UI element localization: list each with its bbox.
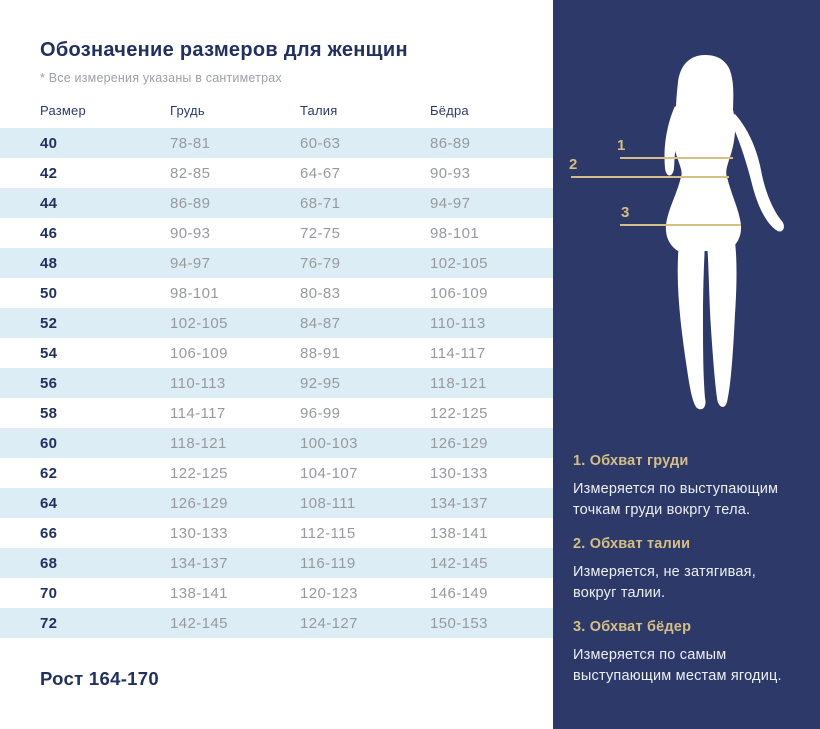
- waist-cell: 80-83: [300, 284, 341, 302]
- waist-cell: 88-91: [300, 344, 341, 362]
- chest-cell: 98-101: [170, 284, 220, 302]
- waist-cell: 120-123: [300, 584, 358, 602]
- hips-cell: 114-117: [430, 344, 486, 362]
- table-row: [0, 458, 553, 488]
- size-cell: 40: [40, 134, 58, 152]
- chest-cell: 78-81: [170, 134, 211, 152]
- size-cell: 60: [40, 434, 58, 452]
- waist-cell: 72-75: [300, 224, 341, 242]
- table-row: [0, 128, 553, 158]
- waist-cell: 76-79: [300, 254, 341, 272]
- waist-cell: 100-103: [300, 434, 358, 452]
- chest-cell: 106-109: [170, 344, 228, 362]
- chest-cell: 138-141: [170, 584, 228, 602]
- size-cell: 54: [40, 344, 58, 362]
- hips-cell: 94-97: [430, 194, 471, 212]
- hips-cell: 106-109: [430, 284, 488, 302]
- size-cell: 52: [40, 314, 58, 332]
- hips-cell: 150-153: [430, 614, 488, 632]
- size-cell: 44: [40, 194, 58, 212]
- table-row: [0, 398, 553, 428]
- column-header-chest: Грудь: [170, 102, 205, 118]
- chest-cell: 114-117: [170, 404, 226, 422]
- chest-cell: 118-121: [170, 434, 227, 452]
- column-header-hips: Бёдра: [430, 102, 469, 118]
- legend-item: [573, 535, 801, 603]
- legend-item: [573, 452, 801, 520]
- table-row: [0, 578, 553, 608]
- table-row: [0, 278, 553, 308]
- hips-cell: 146-149: [430, 584, 488, 602]
- waist-cell: 108-111: [300, 494, 356, 512]
- hips-cell: 98-101: [430, 224, 480, 242]
- legend-item-text: Измеряется по выступающим точкам груди вокргу тела.: [573, 481, 779, 518]
- chest-cell: 142-145: [170, 614, 228, 632]
- size-cell: 62: [40, 464, 58, 482]
- waist-marker-label: 2: [569, 156, 578, 173]
- woman-silhouette: [653, 54, 788, 412]
- waist-cell: 84-87: [300, 314, 341, 332]
- legend-item-title: 1. Обхват груди: [573, 453, 689, 469]
- chest-measure-line: [620, 157, 733, 159]
- measurements-note: * Все измерения указаны в сантиметрах: [40, 71, 282, 85]
- table-row: [0, 428, 553, 458]
- size-cell: 58: [40, 404, 58, 422]
- chest-cell: 82-85: [170, 164, 211, 182]
- waist-cell: 68-71: [300, 194, 341, 212]
- waist-cell: 116-119: [300, 554, 356, 572]
- size-cell: 72: [40, 614, 58, 632]
- measurement-guide-panel: [553, 0, 820, 729]
- waist-cell: 96-99: [300, 404, 341, 422]
- chest-cell: 126-129: [170, 494, 228, 512]
- table-row: [0, 188, 553, 218]
- size-cell: 42: [40, 164, 58, 182]
- table-row: [0, 308, 553, 338]
- column-header-size: Размер: [40, 102, 86, 118]
- table-row: [0, 488, 553, 518]
- hips-measure-line: [620, 224, 741, 226]
- chest-cell: 102-105: [170, 314, 228, 332]
- waist-cell: 104-107: [300, 464, 358, 482]
- chest-cell: 86-89: [170, 194, 211, 212]
- hips-cell: 134-137: [430, 494, 488, 512]
- hips-marker-label: 3: [621, 204, 630, 221]
- table-row: [0, 338, 553, 368]
- waist-cell: 60-63: [300, 134, 341, 152]
- table-row: [0, 518, 553, 548]
- hips-cell: 110-113: [430, 314, 486, 332]
- hips-cell: 130-133: [430, 464, 488, 482]
- legend-item-title: 2. Обхват талии: [573, 536, 691, 552]
- table-row: [0, 548, 553, 578]
- chest-cell: 94-97: [170, 254, 211, 272]
- size-cell: 50: [40, 284, 58, 302]
- hips-cell: 122-125: [430, 404, 488, 422]
- waist-cell: 124-127: [300, 614, 358, 632]
- table-row: [0, 368, 553, 398]
- size-cell: 70: [40, 584, 58, 602]
- woman-silhouette-image: [653, 54, 788, 412]
- chest-cell: 122-125: [170, 464, 228, 482]
- hips-cell: 90-93: [430, 164, 471, 182]
- waist-cell: 64-67: [300, 164, 341, 182]
- legend-item-title: 3. Обхват бёдер: [573, 619, 692, 635]
- table-header: [0, 99, 553, 121]
- legend-item-text: Измеряется по самым выступающим местам ягодиц.: [573, 647, 782, 684]
- chest-marker-label: 1: [617, 137, 626, 154]
- chest-cell: 110-113: [170, 374, 226, 392]
- hips-cell: 86-89: [430, 134, 471, 152]
- table-row: [0, 158, 553, 188]
- size-cell: 68: [40, 554, 58, 572]
- table-row: [0, 608, 553, 638]
- waist-cell: 112-115: [300, 524, 356, 542]
- size-cell: 46: [40, 224, 58, 242]
- chest-cell: 130-133: [170, 524, 228, 542]
- size-cell: 56: [40, 374, 58, 392]
- height-range-note: Рост 164-170: [40, 668, 159, 689]
- hips-cell: 138-141: [430, 524, 488, 542]
- hips-cell: 126-129: [430, 434, 488, 452]
- legend-item-text: Измеряется, не затягивая, вокруг талии.: [573, 564, 756, 601]
- waist-cell: 92-95: [300, 374, 341, 392]
- size-cell: 48: [40, 254, 58, 272]
- waist-measure-line: [571, 176, 729, 178]
- hips-cell: 118-121: [430, 374, 487, 392]
- size-cell: 64: [40, 494, 58, 512]
- page-title: Обозначение размеров для женщин: [40, 39, 408, 61]
- table-row: [0, 218, 553, 248]
- size-table: [0, 128, 553, 638]
- column-header-waist: Талия: [300, 102, 338, 118]
- legend-item: [573, 618, 801, 686]
- chest-cell: 134-137: [170, 554, 228, 572]
- chest-cell: 90-93: [170, 224, 211, 242]
- hips-cell: 142-145: [430, 554, 488, 572]
- measurement-legend: [573, 452, 801, 701]
- hips-cell: 102-105: [430, 254, 488, 272]
- size-cell: 66: [40, 524, 58, 542]
- table-row: [0, 248, 553, 278]
